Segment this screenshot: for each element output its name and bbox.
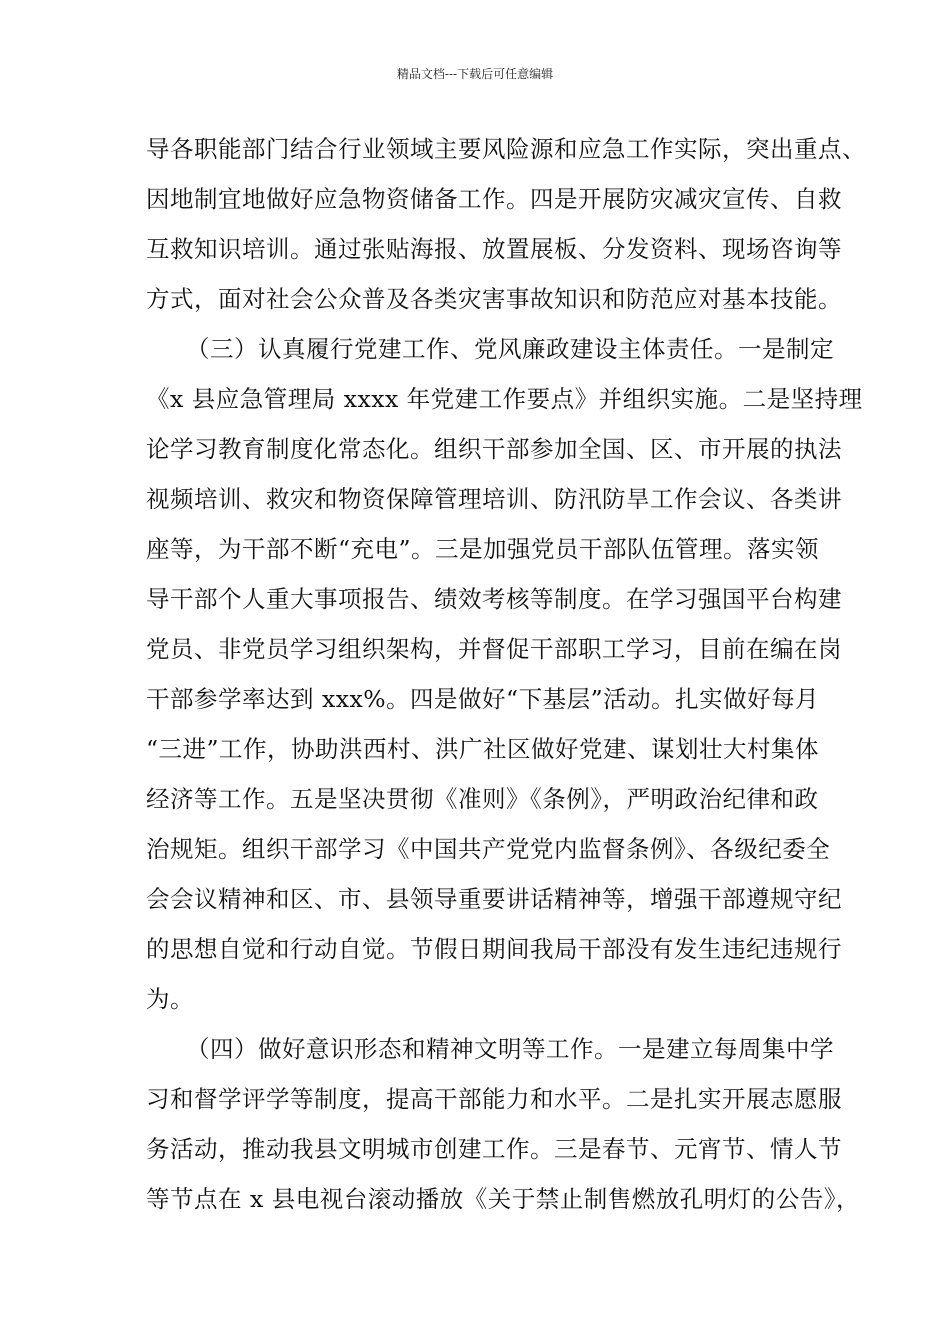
text-line: 治规矩。组织干部学习《中国共产党党内监督条例》、各级纪委全 xyxy=(146,835,831,863)
text-line: 经济等工作。五是坚决贯彻《准则》《条例》，严明政治纪律和政 xyxy=(146,785,819,813)
text-line: 务活动，推动我县文明城市创建工作。三是春节、元宵节、情人节 xyxy=(146,1135,842,1163)
paragraph-start-line: （三）认真履行党建工作、党风廉政建设主体责任。一是制定 xyxy=(186,335,834,363)
text-line: 习和督学评学等制度，提高干部能力和水平。二是扎实开展志愿服 xyxy=(146,1085,842,1113)
text-line: 座等，为干部不断“充电”。三是加强党员干部队伍管理。落实领 xyxy=(146,535,820,563)
text-line: 方式，面对社会公众普及各类灾害事故知识和防范应对基本技能。 xyxy=(146,285,842,313)
text-line: 党员、非党员学习组织架构，并督促干部职工学习，目前在编在岗 xyxy=(146,635,842,663)
text-line: 因地制宜地做好应急物资储备工作。四是开展防灾减灾宣传、自救 xyxy=(146,185,842,213)
text-line: 《x 县应急管理局 xxxx 年党建工作要点》并组织实施。二是坚持理 xyxy=(146,385,863,413)
text-line: 的思想自觉和行动自觉。节假日期间我局干部没有发生违纪违规行 xyxy=(146,935,842,963)
text-line: 互救知识培训。通过张贴海报、放置展板、分发资料、现场咨询等 xyxy=(146,235,842,263)
text-line: 等节点在 x 县电视台滚动播放《关于禁止制售燃放孔明灯的公告》， xyxy=(146,1185,860,1213)
page-header: 精品文档---下载后可任意编辑 xyxy=(396,67,554,81)
text-line: “三进”工作，协助洪西村、洪广社区做好党建、谋划壮大村集体 xyxy=(146,735,820,763)
text-line: 视频培训、救灾和物资保障管理培训、防汛防旱工作会议、各类讲 xyxy=(146,485,842,513)
text-line: 干部参学率达到 xxx%。四是做好“下基层”活动。扎实做好每月 xyxy=(146,685,820,713)
text-line: 导干部个人重大事项报告、绩效考核等制度。在学习强国平台构建 xyxy=(146,585,842,613)
text-line: 导各职能部门结合行业领域主要风险源和应急工作实际，突出重点、 xyxy=(146,135,866,163)
text-line: 会会议精神和区、市、县领导重要讲话精神等，增强干部遵规守纪 xyxy=(146,885,842,913)
text-line: 论学习教育制度化常态化。组织干部参加全国、区、市开展的执法 xyxy=(146,435,842,463)
paragraph-start-line: （四）做好意识形态和精神文明等工作。一是建立每周集中学 xyxy=(186,1035,834,1063)
text-line: 为。 xyxy=(146,985,194,1013)
